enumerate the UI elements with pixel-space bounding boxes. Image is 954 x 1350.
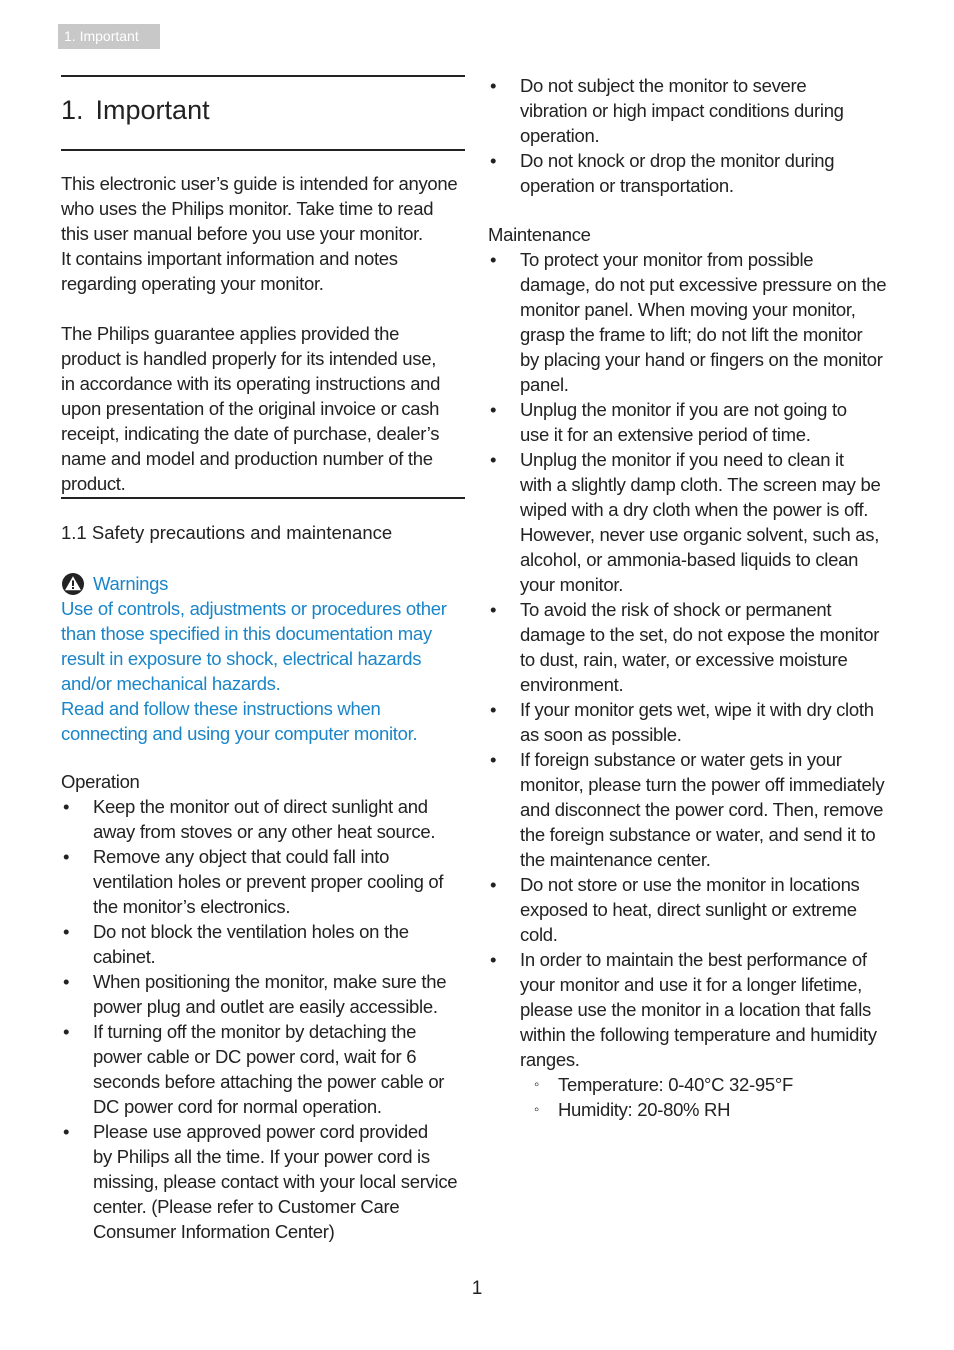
- intro-paragraph-1: This electronic user’s guide is intended for anyone who uses the Philips monitor. Take time to read this user manual before you use your monitor. It contains important information and notes regarding operating your monitor.: [61, 173, 458, 294]
- list-item: • When positioning the monitor, make sure the power plug and outlet are easily accessible.: [61, 969, 465, 1019]
- list-item: • Unplug the monitor if you need to clean it with a slightly damp cloth. The screen may be wiped with a dry cloth when the power is off. However, never use organic solvent, such as, alcohol, or ammonia-based liquids to clean your monitor.: [488, 447, 896, 597]
- list-item: • Do not store or use the monitor in locations exposed to heat, direct sunlight or extreme cold.: [488, 872, 896, 947]
- title-text: Important: [95, 95, 210, 125]
- list-item: • Do not knock or drop the monitor during operation or transportation.: [488, 148, 896, 198]
- page-number: 1: [471, 1278, 483, 1299]
- intro-text: [61, 171, 465, 496]
- list-item: • To protect your monitor from possible damage, do not put excessive pressure on the monitor panel. When moving your monitor, grasp the frame to lift; do not lift the monitor by placing your hand or fingers on the monitor panel.: [488, 247, 896, 397]
- page-title: [61, 92, 210, 128]
- maintenance-block: [488, 222, 896, 1122]
- maintenance-list: [488, 247, 896, 1122]
- title-number: 1.: [61, 95, 84, 125]
- list-item: • Do not subject the monitor to severe vibration or high impact conditions during operation.: [488, 73, 896, 148]
- title-bottom-rule: [61, 149, 465, 151]
- list-item: • Do not block the ventilation holes on the cabinet.: [61, 919, 465, 969]
- list-item: • Remove any object that could fall into ventilation holes or prevent proper cooling of the monitor’s electronics.: [61, 844, 465, 919]
- intro-bottom-rule: [61, 497, 465, 499]
- warnings-label: Warnings: [93, 573, 169, 594]
- intro-paragraph-2: The Philips guarantee applies provided the product is handled properly for its intended use, in accordance with its operating instructions and upon presentation of the original invoice or cash receipt, indicating the date of purchase, dealer’s name and model and production number of the product.: [61, 323, 441, 494]
- warnings-heading: [61, 571, 465, 596]
- operation-list: [61, 794, 465, 1244]
- operation-block: [61, 769, 465, 1244]
- section-heading: 1.1 Safety precautions and maintenance: [61, 522, 393, 543]
- sub-list-item: ◦ Temperature: 0-40°C 32-95°F: [488, 1072, 896, 1097]
- sub-list-item: ◦ Humidity: 20-80% RH: [488, 1097, 896, 1122]
- list-item: • If your monitor gets wet, wipe it with dry cloth as soon as possible.: [488, 697, 896, 747]
- list-item: • If turning off the monitor by detaching the power cable or DC power cord, wait for 6 seconds before attaching the power cable or DC power cord for normal operation.: [61, 1019, 465, 1119]
- operation-list-continued: [488, 73, 896, 198]
- chapter-tab: 1. Important: [58, 24, 160, 49]
- title-top-rule: [61, 75, 465, 77]
- list-item: • In order to maintain the best performance of your monitor and use it for a longer lifetime, please use the monitor in a location that falls within the following temperature and humidity ranges.: [488, 947, 896, 1072]
- list-item: • Keep the monitor out of direct sunlight and away from stoves or any other heat source.: [61, 794, 465, 844]
- operation-heading: Operation: [61, 771, 140, 792]
- warnings-text: Use of controls, adjustments or procedures other than those specified in this documentation may result in exposure to shock, electrical hazards and/or mechanical hazards. Read and follow these instructions when connecting and using your computer monitor.: [61, 598, 447, 744]
- maintenance-heading: Maintenance: [488, 224, 591, 245]
- warnings-block: [61, 571, 465, 746]
- list-item: • Please use approved power cord provided by Philips all the time. If your power cord is missing, please contact with your local service center. (Please refer to Customer Care Consumer Information Center): [61, 1119, 465, 1244]
- warning-triangle-icon: [61, 572, 85, 596]
- list-item: • If foreign substance or water gets in your monitor, please turn the power off immediately and disconnect the power cord. Then, remove the foreign substance or water, and send it to the maintenance center.: [488, 747, 896, 872]
- list-item: • Unplug the monitor if you are not going to use it for an extensive period of time.: [488, 397, 896, 447]
- operation-continued: [488, 73, 896, 198]
- list-item: • To avoid the risk of shock or permanent damage to the set, do not expose the monitor to dust, rain, water, or excessive moisture environment.: [488, 597, 896, 697]
